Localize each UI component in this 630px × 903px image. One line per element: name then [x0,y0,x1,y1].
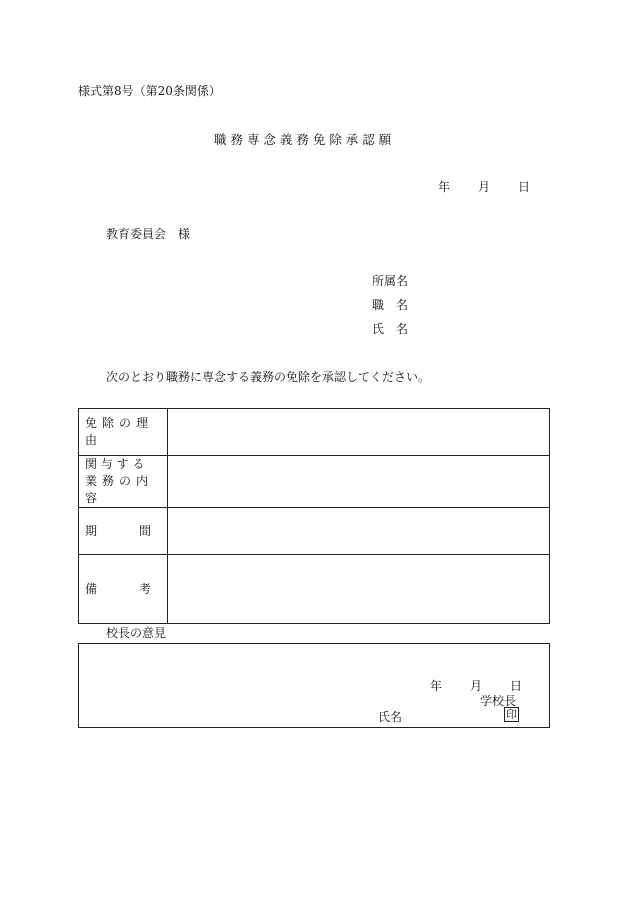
reason-row [79,409,550,456]
principal-opinion-label: 校長の意見 [106,626,167,640]
principal-title: 学校長 [480,694,517,708]
request-text: 次のとおり職務に専念する義務の免除を承認してください。 [106,370,431,384]
name-label: 氏 名 [372,322,409,336]
related-duties-row [79,456,550,508]
application-date [438,178,530,195]
date-month: 月 [478,180,491,194]
addressee: 教育委員会 様 [106,227,191,241]
principal-name-label: 氏名 [378,710,403,724]
remarks-field[interactable] [168,555,550,624]
form-number: 様式第8号（第20条関係） [78,84,221,98]
principal-date-month: 月 [470,679,483,693]
remarks-label: 備 考 [79,555,168,624]
date-day: 日 [518,180,531,194]
principal-date-year: 年 [430,679,443,693]
period-field[interactable] [168,508,550,555]
reason-field[interactable] [168,409,550,456]
remarks-row [79,555,550,624]
document-title: 職 務 専 念 義 務 免 除 承 認 願 [214,132,392,147]
position-label: 職 名 [372,298,409,312]
reason-label: 免除の理由 [79,409,168,456]
affiliation-label: 所属名 [372,274,409,288]
related-duties-field[interactable] [168,456,550,508]
principal-date-day: 日 [510,679,523,693]
application-table [78,408,550,624]
date-year: 年 [438,180,451,194]
related-duties-label: 関 与 す る 業務の内容 [79,456,168,508]
seal-icon: 印 [506,708,517,721]
period-row [79,508,550,555]
period-label: 期 間 [79,508,168,555]
